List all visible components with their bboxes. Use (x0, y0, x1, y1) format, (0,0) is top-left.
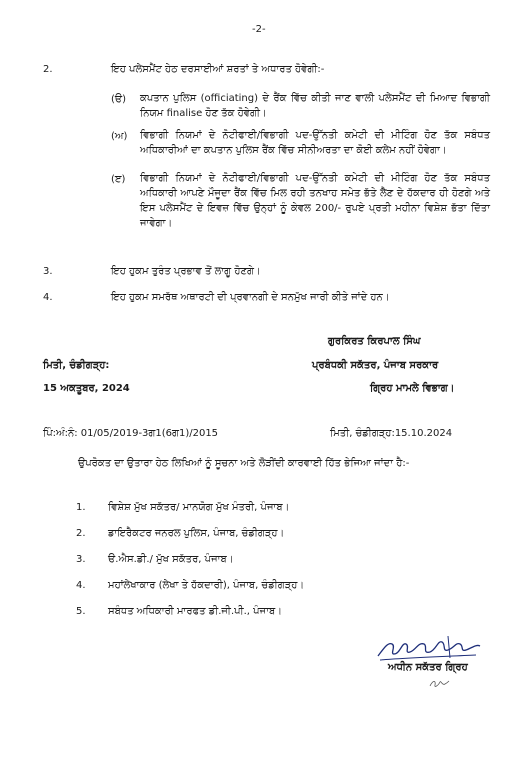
signatory-designation: ਪ੍ਰਬੰਧਕੀ ਸਕੱਤਰ, ਪੰਜਾਬ ਸਰਕਾਰ (312, 360, 439, 371)
item-number: 4. (43, 292, 53, 303)
signatory-name: ਗੁਰਕਿਰਤ ਕਿਰਪਾਲ ਸਿੰਘ (328, 336, 421, 347)
item-text: ਇਹ ਹੁਕਮ ਸਮਰੱਥ ਅਥਾਰਟੀ ਦੀ ਪ੍ਰਵਾਨਗੀ ਦੇ ਸਨਮੁੱਖ ਜਾਰੀ ਕੀਤੇ ਜਾਂਦੇ ਹਨ। (111, 292, 390, 303)
recipient-text: ਡਾਇਰੈਕਟਰ ਜਨਰਲ ਪੁਲਿਸ, ਪੰਜਾਬ, ਚੰਡੀਗੜ੍ਹ। (108, 528, 285, 539)
item-number: 3. (43, 266, 53, 277)
condition-label: (ੳ) (111, 94, 127, 105)
signatory-department: ਗ੍ਰਿਹ ਮਾਮਲੇ ਵਿਭਾਗ। (370, 383, 455, 394)
condition-label: (ਅ) (111, 131, 128, 142)
condition-text: ਕਪਤਾਨ ਪੁਲਿਸ (officiating) ਦੇ ਰੈਂਕ ਵਿੱਚ ਕੀਤੀ ਜਾਣ ਵਾਲੀ ਪਲੇਸਮੈਂਟ ਦੀ ਮਿਆਦ ਵਿਭਾਗੀ ਨਿਯਮ finalise ਹੋਣ ਤੱਕ ਹੋਵੇਗੀ। (140, 93, 490, 119)
recipient-number: 1. (76, 502, 86, 513)
recipient-text: ਸਬੰਧਤ ਅਧਿਕਾਰੀ ਮਾਰਫਤ ਡੀ.ਜੀ.ਪੀ., ਪੰਜਾਬ। (108, 606, 282, 617)
condition-text: ਵਿਭਾਗੀ ਨਿਯਮਾਂ ਦੇ ਨੋਟੀਫਾਈ/ਵਿਭਾਗੀ ਪਦ-ਉੱਨਤੀ ਕਮੇਟੀ ਦੀ ਮੀਟਿੰਗ ਹੋਣ ਤੱਕ ਸਬੰਧਤ ਅਧਿਕਾਰੀਆਂ ਦਾ ਕਪਤਾਨ ਪੁਲਿਸ ਰੈਂਕ ਵਿੱਚ ਸੀਨੀਅਰਤਾ ਦਾ ਕੋਈ ਕਲੇਮ ਨਹੀਂ ਹੋਵੇਗਾ। (140, 130, 490, 156)
recipient-number: 2. (76, 528, 86, 539)
recipient-text: ੳ.ਐਸ.ਡੀ./ ਮੁੱਖ ਸਕੱਤਰ, ਪੰਜਾਬ। (108, 554, 234, 565)
condition-text: ਵਿਭਾਗੀ ਨਿਯਮਾਂ ਦੇ ਨੋਟੀਫਾਈ/ਵਿਭਾਗੀ ਪਦ-ਉੱਨਤੀ ਕਮੇਟੀ ਦੀ ਮੀਟਿੰਗ ਹੋਣ ਤੱਕ ਸਬੰਧਤ ਅਧਿਕਾਰੀ ਆਪਣੇ ਮੌਜੂਦਾ ਰੈਂਕ ਵਿੱਚ ਮਿਲ ਰਹੀ ਤਨਖਾਹ ਸਮੇਤ ਭੱਤੇ ਲੈਣ ਦੇ ਹੱਕਦਾਰ ਹੀ ਹੋਣਗੇ ਅਤੇ ਇਸ ਪਲੇਸਮੈਂਟ ਦੇ ਇਵਜ਼ ਵਿੱਚ ਉਨ੍ਹਾਂ ਨੂੰ ਕੇਵਲ 200/- ਰੁਪਏ ਪ੍ਰਤੀ ਮਹੀਨਾ ਵਿਸ਼ੇਸ਼ ਭੱਤਾ ਦਿੱਤਾ ਜਾਵੇਗਾ। (140, 173, 490, 229)
initials-mark (428, 676, 450, 690)
condition-label: (ੲ) (111, 174, 126, 185)
recipient-number: 5. (76, 606, 86, 617)
item-text: ਇਹ ਹੁਕਮ ਤੁਰੰਤ ਪ੍ਰਭਾਵ ਤੋਂ ਲਾਗੂ ਹੋਣਗੇ। (111, 266, 261, 277)
place-label: ਮਿਤੀ, ਚੰਡੀਗੜ੍ਹ: (43, 360, 110, 371)
recipient-number: 3. (76, 554, 86, 565)
endorsement-intro: ਉਪਰੋਕਤ ਦਾ ਉਤਾਰਾ ਹੇਠ ਲਿਖਿਆਂ ਨੂੰ ਸੂਚਨਾ ਅਤੇ ਲੋੜੀਂਦੀ ਕਾਰਵਾਈ ਹਿੱਤ ਭੇਜਿਆ ਜਾਂਦਾ ਹੈ:- (78, 458, 410, 469)
recipient-text: ਵਿਸ਼ੇਸ਼ ਮੁੱਖ ਸਕੱਤਰ/ ਮਾਨਯੋਗ ਮੁੱਖ ਮੰਤਰੀ, ਪੰਜਾਬ। (108, 502, 290, 513)
endorsement-number: ਪਿੰ:ਅੰ:ਨੰ: 01/05/2019-3ਗ1(6ਗ1)/2015 (43, 428, 219, 439)
issue-date: 15 ਅਕਤੂਬਰ, 2024 (43, 383, 130, 394)
page-number: -2- (252, 24, 266, 35)
endorser-designation: ਅਧੀਨ ਸਕੱਤਰ ਗ੍ਰਿਹ (388, 662, 468, 673)
endorsement-date: ਮਿਤੀ, ਚੰਡੀਗੜ੍ਹ:15.10.2024 (330, 428, 453, 439)
recipient-text: ਮਹਾਂਲੇਖਾਕਾਰ (ਲੇਖਾ ਤੇ ਹੱਕਦਾਰੀ), ਪੰਜਾਬ, ਚੰਡੀਗੜ੍ਹ। (108, 580, 305, 591)
item-number: 2. (43, 64, 53, 75)
item-text: ਇਹ ਪਲੇਸਮੈਂਟ ਹੇਠ ਦਰਸਾਈਆਂ ਸ਼ਰਤਾਂ ਤੇ ਅਧਾਰਤ ਹੋਵੇਗੀ:- (111, 64, 325, 75)
recipient-number: 4. (76, 580, 86, 591)
